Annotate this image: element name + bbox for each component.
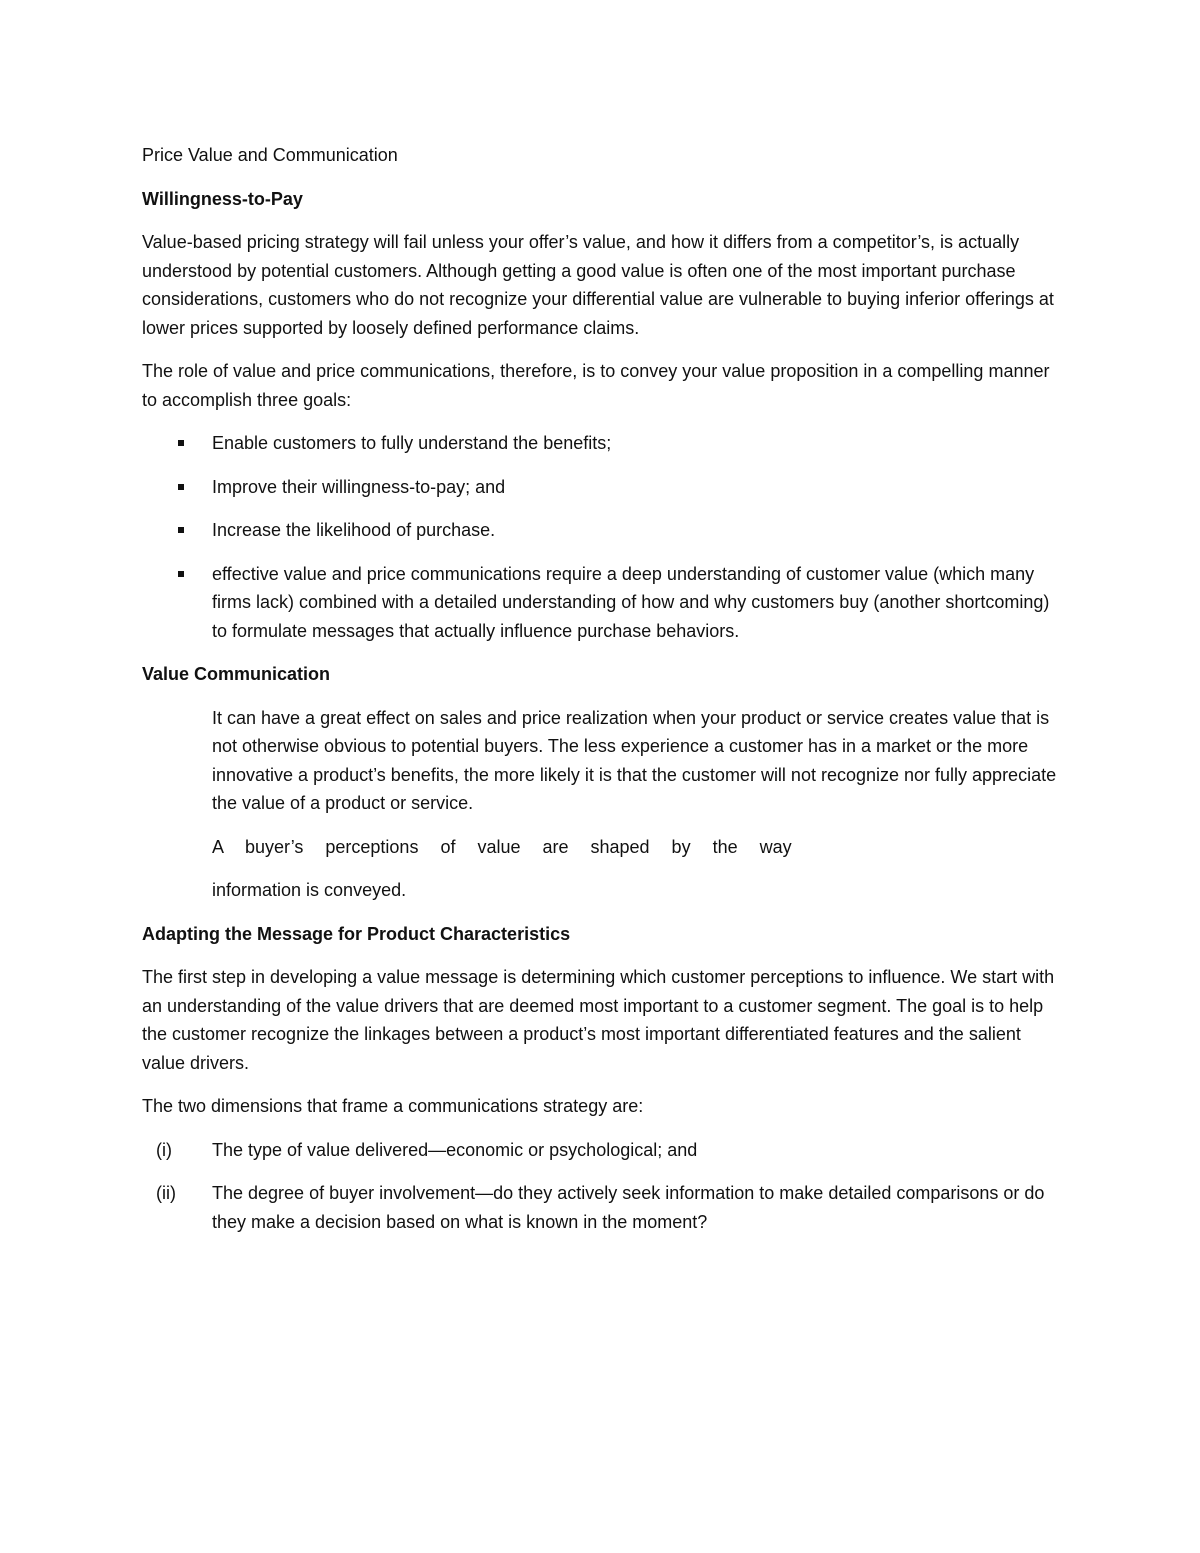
bullet-text: Enable customers to fully understand the benefits; bbox=[212, 433, 612, 453]
section-heading-adapting-message: Adapting the Message for Product Characteristics bbox=[142, 923, 571, 944]
goals-bullet-list bbox=[142, 429, 1062, 645]
item-number: (ii) bbox=[156, 1183, 176, 1203]
indented-paragraph: A buyer’s perceptions of value are shaped by the way bbox=[212, 836, 792, 857]
square-bullet-icon bbox=[178, 440, 184, 446]
bullet-text: Increase the likelihood of purchase. bbox=[212, 520, 496, 540]
section-heading-value-communication: Value Communication bbox=[142, 664, 331, 684]
indented-paragraph: It can have a great effect on sales and price realization when your product or service creates value that is not otherwise obvious to potential buyers. The less experience a customer has in a market or the more innovative a product’s benefits, the more likely it is that the customer will not recognize nor fully appreciate the value of a product or service. bbox=[212, 707, 1057, 813]
paragraph: The role of value and price communications, therefore, is to convey your value proposition in a compelling manner to accomplish three goals: bbox=[142, 361, 1050, 410]
item-number: (i) bbox=[156, 1139, 172, 1160]
numbered-item bbox=[142, 1179, 1062, 1236]
bullet-text: effective value and price communications require a deep understanding of customer value (which many firms lack) combined with a detailed understanding of how and why customers buy (another shortcoming) to formulate messages that actually influence purchase behaviors. bbox=[212, 563, 1050, 641]
square-bullet-icon bbox=[178, 527, 184, 533]
paragraph: The two dimensions that frame a communications strategy are: bbox=[142, 1096, 644, 1116]
bullet-item bbox=[142, 429, 1062, 458]
dimensions-numbered-list bbox=[142, 1136, 1062, 1237]
document-body bbox=[142, 141, 1062, 1251]
indented-paragraph: information is conveyed. bbox=[212, 880, 407, 900]
bullet-item bbox=[142, 473, 1062, 502]
section-heading-willingness-to-pay: Willingness-to-Pay bbox=[142, 188, 303, 209]
square-bullet-icon bbox=[178, 484, 184, 490]
paragraph: Value-based pricing strategy will fail unless your offer’s value, and how it differs from a competitor’s, is actually understood by potential customers. Although getting a good value is often one of the most important purchase considerations, customers who do not recognize your differential value are vulnerable to buying inferior offerings at lower prices supported by loosely defined performance claims. bbox=[142, 232, 1054, 338]
bullet-item bbox=[142, 516, 1062, 545]
paragraph: The first step in developing a value message is determining which customer perceptions to influence. We start with an understanding of the value drivers that are deemed most important to a customer segment. The goal is to help the customer recognize the linkages between a product’s most important differentiated features and the salient value drivers. bbox=[142, 967, 1055, 1073]
document-title: Price Value and Communication bbox=[142, 145, 398, 165]
item-text: The type of value delivered—economic or psychological; and bbox=[212, 1139, 698, 1160]
bullet-text: Improve their willingness-to-pay; and bbox=[212, 476, 506, 497]
item-text: The degree of buyer involvement—do they actively seek information to make detailed comparisons or do they make a decision based on what is known in the moment? bbox=[212, 1183, 1045, 1232]
bullet-item bbox=[142, 560, 1062, 646]
square-bullet-icon bbox=[178, 571, 184, 577]
numbered-item bbox=[142, 1136, 1062, 1165]
